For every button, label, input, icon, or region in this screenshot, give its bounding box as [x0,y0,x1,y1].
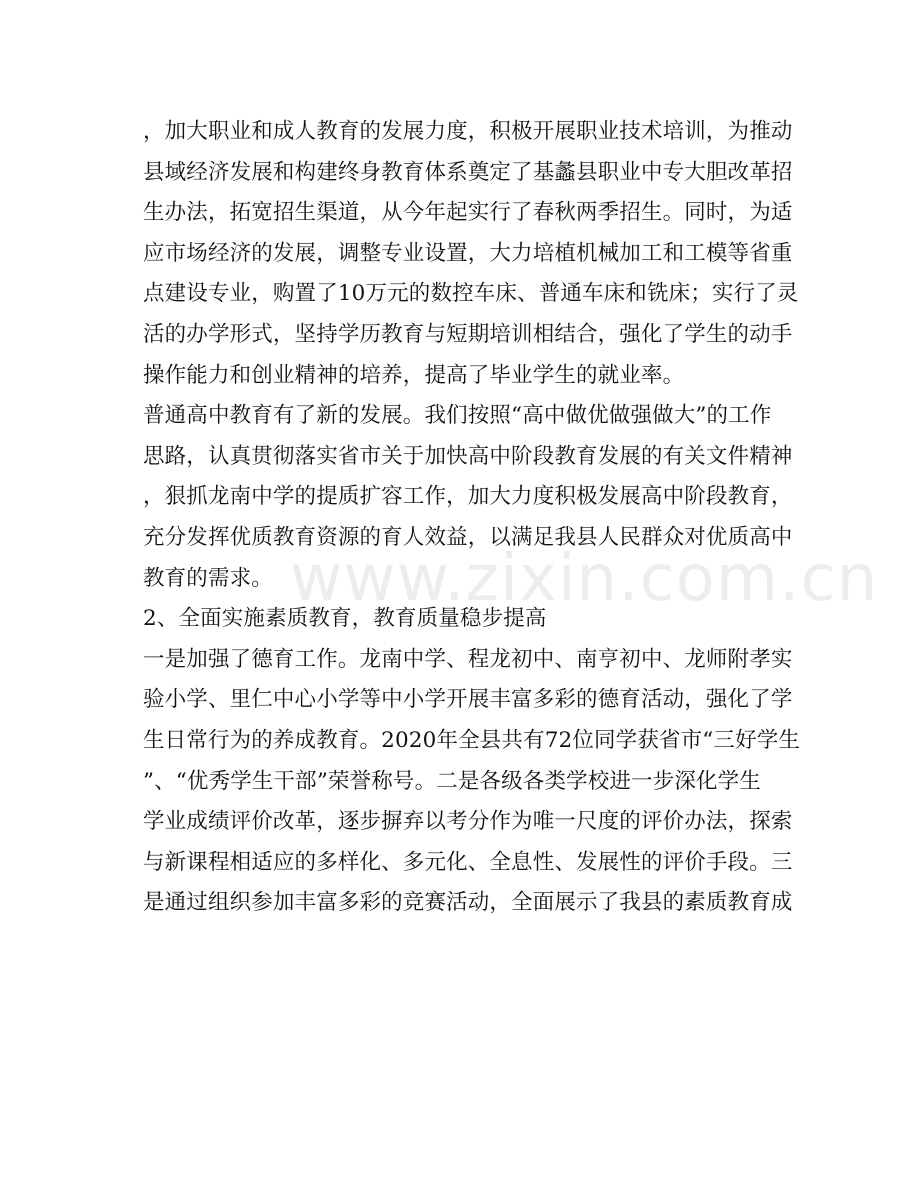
text-line: 是通过组织参加丰富多彩的竞赛活动，全面展示了我县的素质教育成 [143,890,793,916]
section-heading: 2、全面实施素质教育，教育质量稳步提高 [143,606,547,632]
text-line: 与新课程相适应的多样化、多元化、全息性、发展性的评价手段。三 [143,849,793,875]
text-line: 思路，认真贯彻落实省市关于加快高中阶段教育发展的有关文件精神 [143,443,793,469]
text-line: 普通高中教育有了新的发展。我们按照“高中做优做强做大”的工作 [143,403,772,429]
text-line: 县域经济发展和构建终身教育体系奠定了基蠡县职业中专大胆改革招 [143,159,793,185]
text-line: 点建设专业，购置了10万元的数控车床、普通车床和铣床；实行了灵 [143,281,799,307]
text-line: 学业成绩评价改革，逐步摒弃以考分作为唯一尺度的评价办法，探索 [143,809,793,835]
text-line: ，加大职业和成人教育的发展力度，积极开展职业技术培训，为推动 [143,119,793,144]
text-line: 验小学、里仁中心小学等中小学开展丰富多彩的德育活动，强化了学 [143,687,793,713]
text-line: 生日常行为的养成教育。2020年全县共有72位同学获省市“三好学生 [143,727,801,753]
document-body [143,112,801,924]
text-line: 操作能力和创业精神的培养，提高了毕业学生的就业率。 [143,362,685,388]
text-line: 生办法，拓宽招生渠道，从今年起实行了春秋两季招生。同时，为适 [143,200,793,226]
text-line: 充分发挥优质教育资源的育人效益，以满足我县人民群众对优质高中 [143,524,793,550]
text-line: 一是加强了德育工作。龙南中学、程龙初中、南亨初中、龙师附孝实 [143,646,793,672]
watermark: www.zixin.com.cn [290,542,879,616]
text-line: 应市场经济的发展，调整专业设置，大力培植机械加工和工模等省重 [143,240,793,266]
text-line: 教育的需求。 [143,565,273,591]
text-line: ”、“优秀学生干部”荣誉称号。二是各级各类学校进一步深化学生 [143,768,761,794]
text-line: 活的办学形式，坚持学历教育与短期培训相结合，强化了学生的动手 [143,321,793,347]
text-line: ，狠抓龙南中学的提质扩容工作，加大力度积极发展高中阶段教育， [143,484,793,510]
